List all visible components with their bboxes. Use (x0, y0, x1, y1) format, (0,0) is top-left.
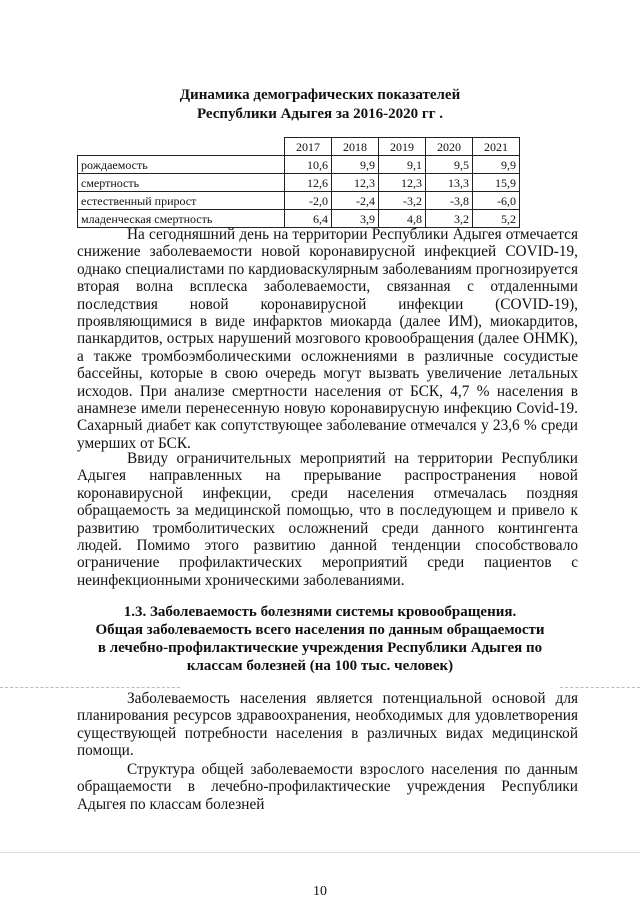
demographic-table (77, 137, 520, 228)
section-heading-line-1: 1.3. Заболеваемость болезнями системы кровообращения. (123, 604, 517, 620)
table-row-label: младенческая смертность (78, 210, 285, 228)
section-heading (0, 603, 640, 675)
table-cell: 12,3 (332, 174, 379, 192)
title-line-2: Республики Адыгея за 2016-2020 гг . (196, 106, 444, 122)
table-cell: -2,4 (332, 192, 379, 210)
table-row (78, 174, 520, 192)
table-cell: 4,8 (379, 210, 426, 228)
scan-divider-right (560, 687, 640, 688)
page-bottom-divider (0, 852, 640, 853)
table-row-label: естественный прирост (78, 192, 285, 210)
table-corner-cell (78, 138, 285, 156)
table-cell: 12,6 (285, 174, 332, 192)
table-cell: 9,9 (473, 156, 520, 174)
section-heading-line-4: классам болезней (на 100 тыс. человек) (186, 658, 454, 674)
table-row (78, 192, 520, 210)
table-cell: -2,0 (285, 192, 332, 210)
table-cell: -6,0 (473, 192, 520, 210)
table-cell: 13,3 (426, 174, 473, 192)
table-cell: 9,9 (332, 156, 379, 174)
table-cell: -3,2 (379, 192, 426, 210)
table-cell: 5,2 (473, 210, 520, 228)
body-paragraph-structure: Структура общей заболеваемости взрослого населения по данным обращаемости в лечебно-профилактические учреждения Республики Адыгея по классам болезней (77, 761, 578, 813)
table-cell: 12,3 (379, 174, 426, 192)
page-number: 10 (313, 884, 327, 899)
table-row-label: смертность (78, 174, 285, 192)
table-cell: 10,6 (285, 156, 332, 174)
table-cell: -3,8 (426, 192, 473, 210)
table-cell: 9,1 (379, 156, 426, 174)
table-cell: 6,4 (285, 210, 332, 228)
table-header-row (78, 138, 520, 156)
table-year-header: 2019 (379, 138, 426, 156)
table-cell: 9,5 (426, 156, 473, 174)
table-cell: 15,9 (473, 174, 520, 192)
table-year-header: 2020 (426, 138, 473, 156)
table-year-header: 2017 (285, 138, 332, 156)
body-paragraph-restrictions: Ввиду ограничительных мероприятий на территории Республики Адыгея направленных на прерывание распространения новой коронавирусной инфекции, среди населения отмечалась поздняя обращаемость за медицинской помощью, что в последующем и привело к развитию тромболитических осложнений среди данного контингента людей. Помимо этого развитию данной тенденции способствовало ограничение профилактических мероприятий среди пациентов с неинфекционными хроническими заболеваниями. (77, 450, 578, 589)
document-title (0, 86, 640, 124)
table-row (78, 156, 520, 174)
table-year-header: 2021 (473, 138, 520, 156)
table-row (78, 210, 520, 228)
table-cell: 3,9 (332, 210, 379, 228)
table-year-header: 2018 (332, 138, 379, 156)
table-cell: 3,2 (426, 210, 473, 228)
scan-divider-left (0, 687, 180, 688)
title-line-1: Динамика демографических показателей (179, 87, 461, 103)
table-row-label: рождаемость (78, 156, 285, 174)
section-heading-line-3: в лечебно-профилактические учреждения Республики Адыгея по (97, 640, 543, 656)
body-paragraph-covid: На сегодняшний день на территории Республики Адыгея отмечается снижение заболеваемости новой коронавирусной инфекцией COVID-19, однако специалистами по кардиоваскулярным заболеваниям прогнозируется вторая волна всплеска заболеваемости, связанная с отдаленными последствия новой коронавирусной инфекции (COVID-19), проявляющимися в виде инфарктов миокарда (далее ИМ), миокардитов, панкардитов, острых нарушений мозгового кровообращения (далее ОНМК), а также тромбоэмболическими осложнениями в различные сосудистые бассейны, которые в свою очередь могут вызвать увеличение летальных исходов. При анализе смертности населения от БСК, 4,7 % населения в анамнезе имели перенесенную новую коронавирусную инфекцию Covid-19. Сахарный диабет как сопутствующее заболевание отмечался у 23,6 % среди умерших от БСК. (77, 226, 578, 452)
body-paragraph-morbidity: Заболеваемость населения является потенциальной основой для планирования ресурсов здравоохранения, необходимых для удовлетворения существующей потребности населения в различных видах медицинской помощи. (77, 690, 578, 760)
section-heading-line-2: Общая заболеваемость всего населения по данным обращаемости (95, 622, 545, 638)
